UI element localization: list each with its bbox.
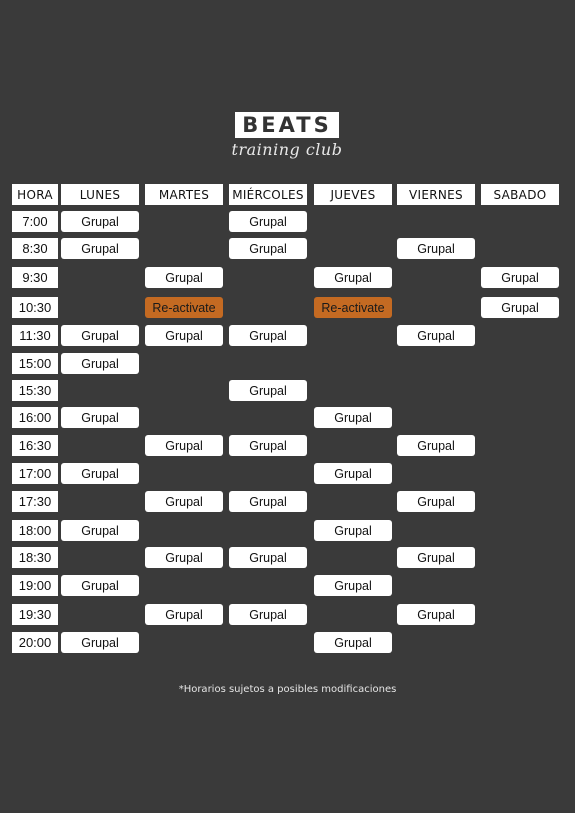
time-cell: 11:30: [12, 325, 58, 346]
class-slot[interactable]: Grupal: [229, 325, 307, 346]
time-cell: 19:00: [12, 575, 58, 596]
column-header-4: JUEVES: [314, 184, 392, 205]
class-slot[interactable]: Grupal: [314, 632, 392, 653]
time-cell: 16:00: [12, 407, 58, 428]
class-slot[interactable]: Grupal: [481, 297, 559, 318]
time-cell: 7:00: [12, 211, 58, 232]
brand-logo: [235, 112, 339, 138]
brand-logo-title: BEATS: [242, 113, 332, 137]
class-slot[interactable]: Grupal: [61, 632, 139, 653]
class-slot[interactable]: Grupal: [61, 353, 139, 374]
class-slot[interactable]: Grupal: [61, 463, 139, 484]
class-slot[interactable]: Grupal: [314, 463, 392, 484]
time-cell: 20:00: [12, 632, 58, 653]
time-cell: 8:30: [12, 238, 58, 259]
class-slot[interactable]: Grupal: [314, 407, 392, 428]
column-header-1: LUNES: [61, 184, 139, 205]
class-slot[interactable]: Grupal: [145, 547, 223, 568]
time-cell: 18:00: [12, 520, 58, 541]
class-slot[interactable]: Grupal: [229, 211, 307, 232]
class-slot[interactable]: Grupal: [61, 211, 139, 232]
class-slot[interactable]: Grupal: [314, 267, 392, 288]
class-slot[interactable]: Grupal: [397, 547, 475, 568]
column-header-6: SABADO: [481, 184, 559, 205]
class-slot[interactable]: Grupal: [314, 520, 392, 541]
class-slot[interactable]: Grupal: [61, 325, 139, 346]
class-slot[interactable]: Grupal: [61, 238, 139, 259]
class-slot[interactable]: Grupal: [145, 491, 223, 512]
class-slot[interactable]: Grupal: [397, 238, 475, 259]
class-slot[interactable]: Grupal: [145, 435, 223, 456]
class-slot[interactable]: Grupal: [397, 491, 475, 512]
class-slot[interactable]: Grupal: [229, 604, 307, 625]
time-cell: 15:30: [12, 380, 58, 401]
column-header-5: VIERNES: [397, 184, 475, 205]
column-header-3: MIÉRCOLES: [229, 184, 307, 205]
class-slot[interactable]: Grupal: [145, 604, 223, 625]
class-slot[interactable]: Grupal: [229, 380, 307, 401]
class-slot-reactivate[interactable]: Re-activate: [314, 297, 392, 318]
class-slot[interactable]: Grupal: [229, 491, 307, 512]
class-slot[interactable]: Grupal: [145, 325, 223, 346]
time-cell: 15:00: [12, 353, 58, 374]
time-cell: 18:30: [12, 547, 58, 568]
column-header-0: HORA: [12, 184, 58, 205]
class-slot[interactable]: Grupal: [61, 520, 139, 541]
class-slot[interactable]: Grupal: [314, 575, 392, 596]
class-slot[interactable]: Grupal: [61, 407, 139, 428]
column-header-2: MARTES: [145, 184, 223, 205]
time-cell: 17:00: [12, 463, 58, 484]
brand-logo-subtitle: training club: [231, 140, 343, 159]
class-slot[interactable]: Grupal: [145, 267, 223, 288]
class-slot[interactable]: Grupal: [481, 267, 559, 288]
time-cell: 10:30: [12, 297, 58, 318]
schedule-footnote: *Horarios sujetos a posibles modificaciones: [178, 684, 397, 695]
class-slot[interactable]: Grupal: [61, 575, 139, 596]
class-slot[interactable]: Grupal: [397, 435, 475, 456]
time-cell: 19:30: [12, 604, 58, 625]
class-slot[interactable]: Grupal: [229, 435, 307, 456]
time-cell: 16:30: [12, 435, 58, 456]
time-cell: 17:30: [12, 491, 58, 512]
class-slot[interactable]: Grupal: [397, 325, 475, 346]
class-slot[interactable]: Grupal: [229, 238, 307, 259]
class-slot[interactable]: Grupal: [397, 604, 475, 625]
class-slot[interactable]: Grupal: [229, 547, 307, 568]
class-slot-reactivate[interactable]: Re-activate: [145, 297, 223, 318]
time-cell: 9:30: [12, 267, 58, 288]
